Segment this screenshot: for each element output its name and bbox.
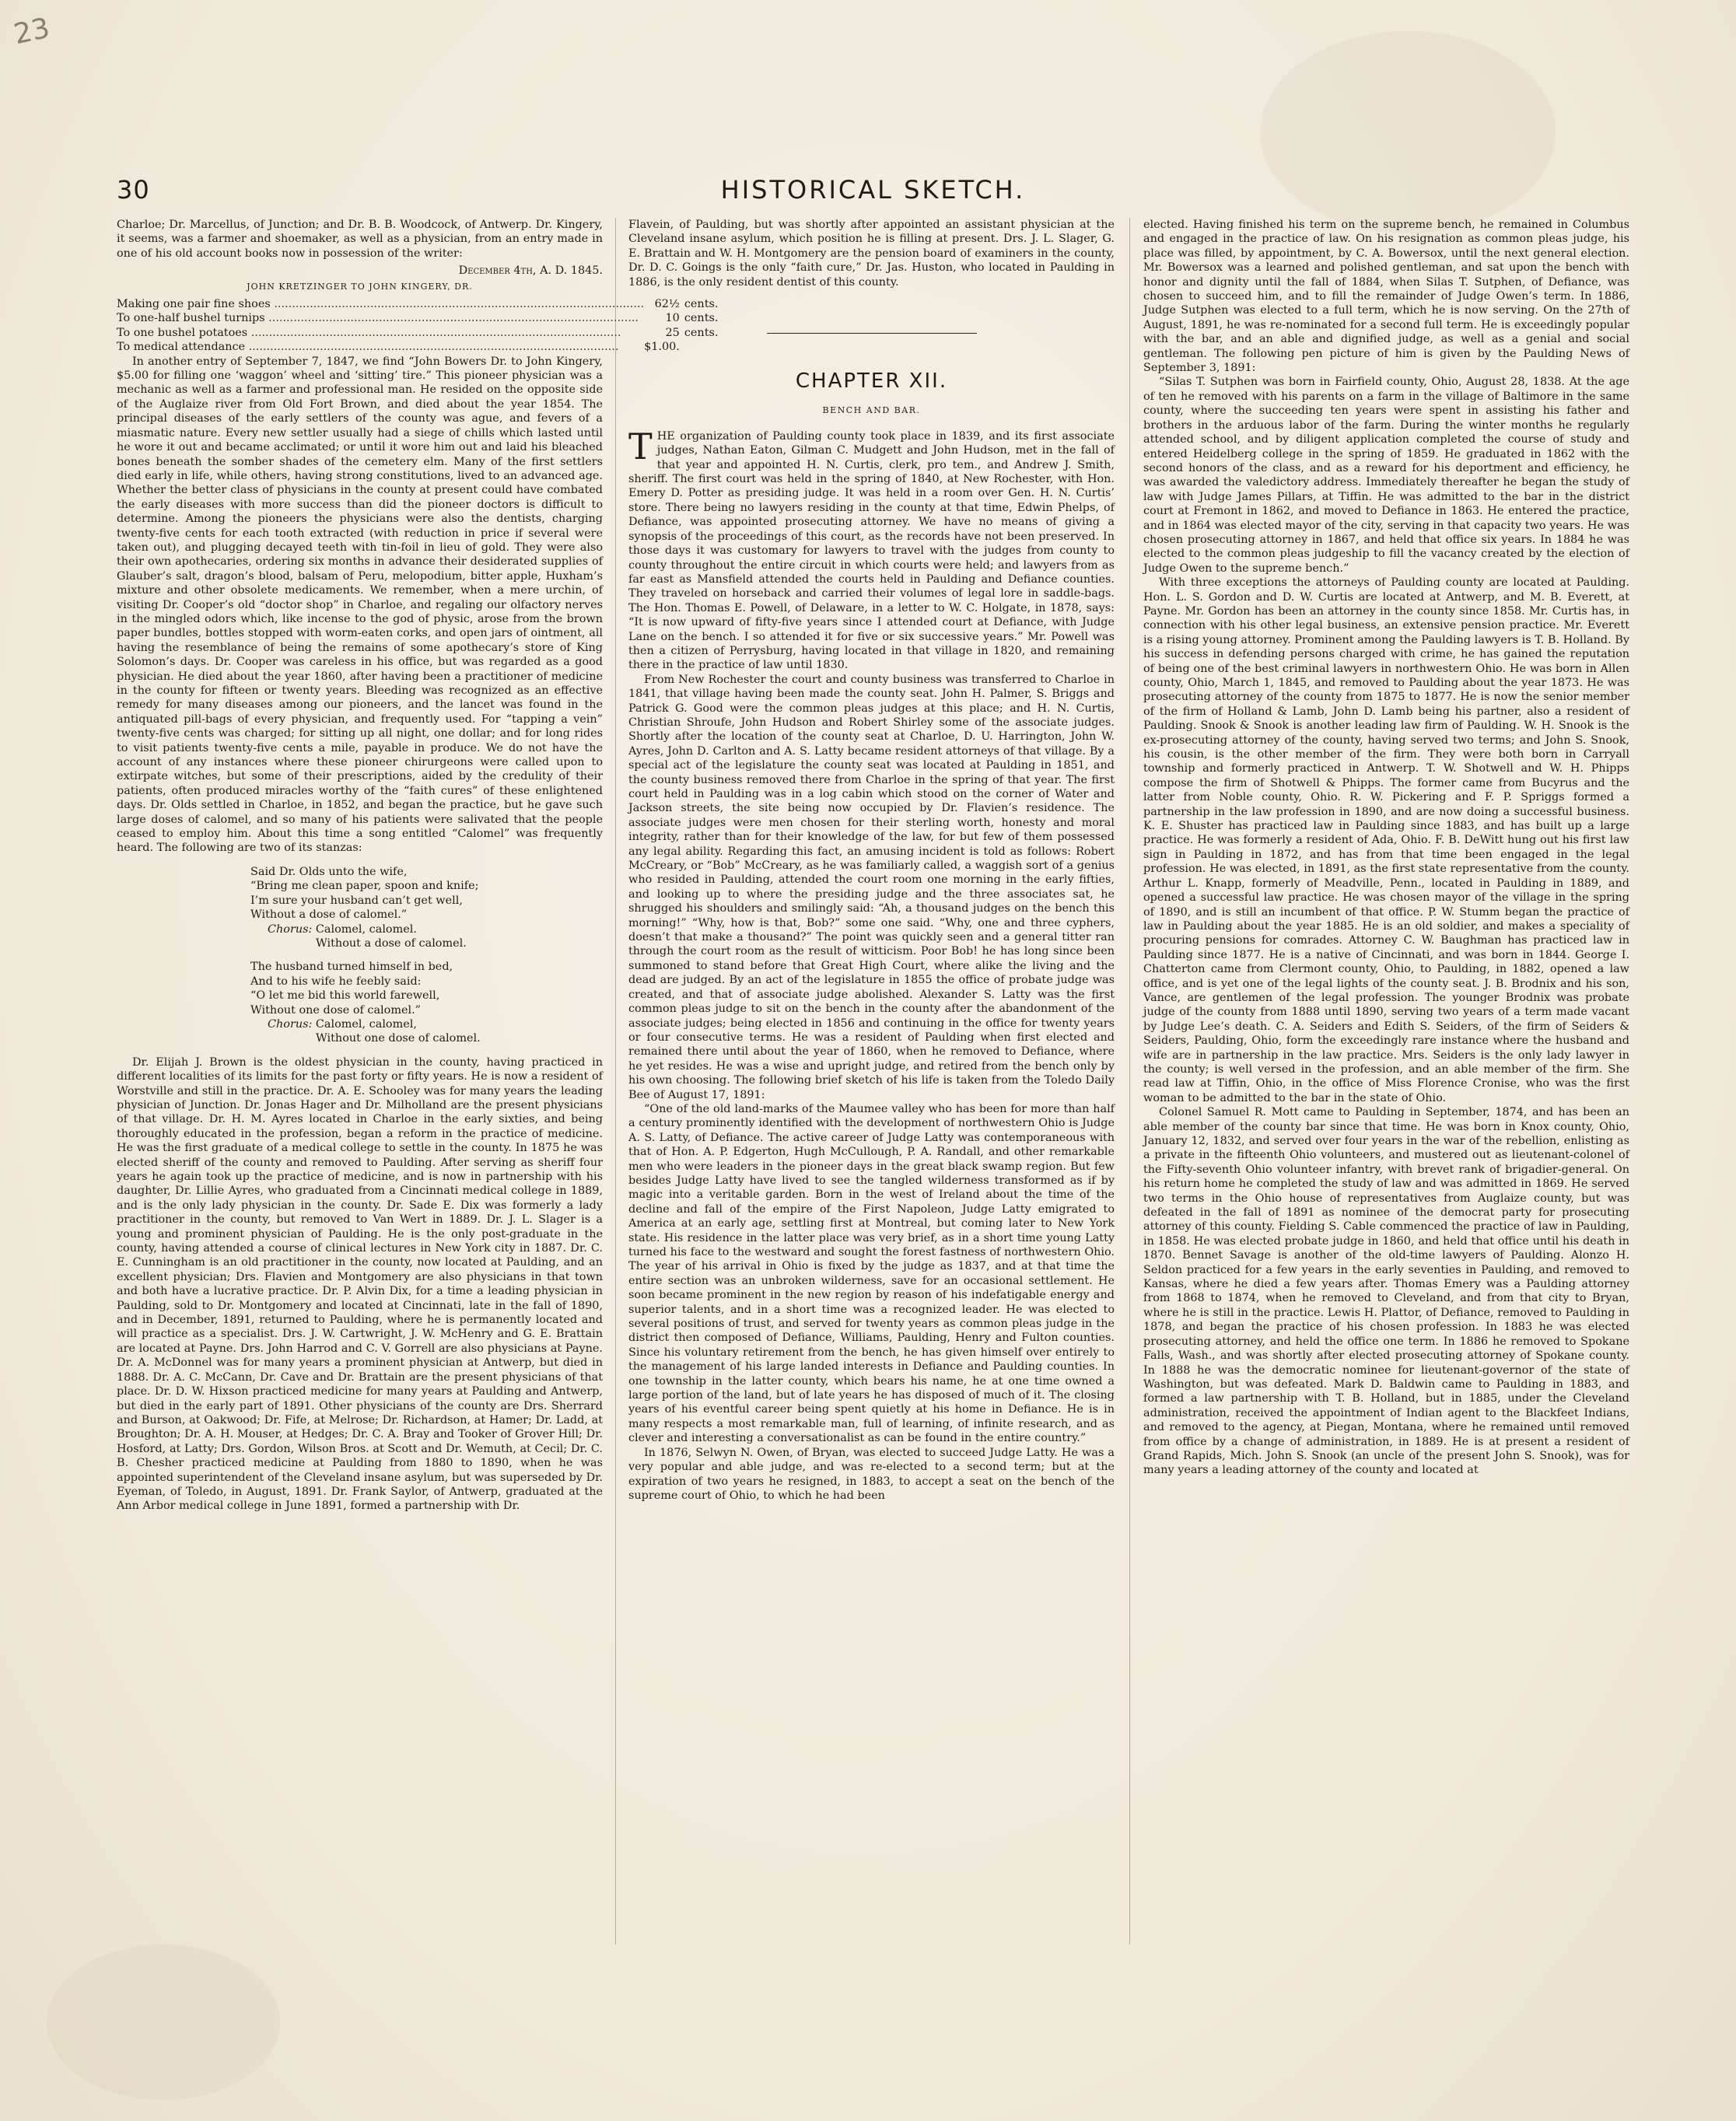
paragraph (628, 425, 1115, 673)
ledger-item: To medical attendance ..... (117, 340, 644, 354)
verse-line: And to his wife he feebly said: (250, 975, 422, 988)
ledger-heading: JOHN KRETZINGER TO JOHN KINGERY, DR. (247, 281, 473, 292)
paragraph: In 1876, Selwyn N. Owen, of Bryan, was elected to succeed Judge Latty. He was a very popular and able judge, and was re-elected to a second term; but at the expiration of two years he resigned, in 1883, to accept a seat on the bench of the supreme court of Ohio, to which he had been (628, 1446, 1115, 1502)
verse-line: Without a dose of calomel. (316, 936, 467, 950)
verse-line: “Bring me clean paper, spoon and knife; (250, 880, 479, 893)
song-stanza-1 (250, 865, 603, 1046)
paragraph-text: HE organization of Paulding county took place in 1839, and its first associate judges, Nathan Eaton, Gilman C. Mudgett and John Hudson, met in the fall of that year and appointed H. N. Curtis, clerk, pro tem., and Andrew J. Smith, sheriff. The first court was held in the spring of 1840, at New Rochester, with Hon. Emery D. Potter as presiding judge. It was held in a room over Gen. H. N. Curtis’ store. There being no lawyers residing in the county at that time, Edwin Phelps, of Defiance, was appointed prosecuting attorney. We have no means of giving a synopsis of the proceedings of this court, as the records have not been preserved. In those days it was customary for lawyers to travel with the judges from county to county throughout the entire circuit in which courts were held; and lawyers from as far east as Mansfield attended the courts held in Paulding and Defiance counties. They traveled on horseback and carried their volumes of legal lore in saddle-bags. The Hon. Thomas E. Powell, of Delaware, in a letter to W. C. Holgate, in 1878, says: “It is now upward of fifty-five years since I attended court at Defiance, with Judge Lane on the bench. I so attended it for five or six successive years.” Mr. Powell was then a citizen of Perrysburg, having located in that village in 1820, and remaining there in the practice of law until 1830. (628, 429, 1115, 672)
ledger-unit: cents. (684, 312, 719, 325)
chapter-subtitle: BENCH AND BAR. (822, 405, 921, 416)
chorus-line (250, 1017, 603, 1031)
ledger-amount: 62½ (654, 298, 680, 311)
ledger-date: December 4th, A. D. 1845. (458, 264, 603, 278)
verse-line: Said Dr. Olds unto the wife, (250, 865, 408, 878)
ledger-item: Making one pair fine shoes ..... (117, 297, 644, 311)
paragraph: Colonel Samuel R. Mott came to Paulding in September, 1874, and has been an able member of the county bar since that time. He was born in Knox county, Ohio, January 12, 1832, and served over four years in the war of the rebellion, enlisting as a private in the fifteenth Ohio volunteers, and mustered out as lieutenant-colonel of the Fifty-seventh Ohio volunteer infantry, with brevet rank of brigadier-general. On his return home he completed the study of law and was admitted in 1869. He served two terms in the Ohio house of representatives from Auglaize county, but was defeated in the fall of 1891 as nominee of the democrat party for prosecuting attorney of this county. Fielding S. Cable commenced the practice of law in Paulding, in 1858. He was elected probate judge in 1860, and held that office until his death in 1870. Bennet Savage is another of the old-time lawyers of Paulding. Alonzo H. Seldon practiced for a few years in the early seventies in Paulding, and removed to Kansas, where he died a few years after. Thomas Emery was a Paulding attorney from 1868 to 1874, when he removed to Cleveland, and from that city to Bryan, where he is still in the practice. Lewis H. Plattor, of Defiance, removed to Paulding in 1878, and began the practice of his chosen profession. In 1883 he was elected prosecuting attorney, and held the office one term. In 1886 he removed to Spokane Falls, Wash., and was shortly after elected prosecuting attorney of Spokane county. In 1888 he was the democratic nominee for lieutenant-governor of the state of Washington, but was defeated. Mark D. Baldwin came to Paulding in 1883, and formed a law partnership with T. B. Holland, but in 1885, under the Cleveland administration, received the appointment of Indian agent to the Blackfeet Indians, and removed to the agency, at Piegan, Montana, where he remained until removed from office by a change of administration, in 1889. He is at present a resident of Grand Rapids, Mich. John S. Snook (an uncle of the present John S. Snook), was for many years a leading attorney of the county and located at (1143, 1106, 1629, 1477)
column-3 (1143, 218, 1629, 1960)
page-header (117, 175, 1629, 209)
ledger-item: To one bushel potatoes ..... (117, 326, 644, 340)
verse-line: “O let me bid this world farewell, (250, 989, 440, 1003)
ledger-amount: 25 (665, 326, 680, 339)
paragraph: In another entry of September 7, 1847, we find “John Bowers Dr. to John Kingery, $5.00 for filling one ‘waggon’ wheel and ‘sitting’ tire.” This pioneer physician was a mechanic as well as a farmer and professional man. He resided on the opposite side of the Auglaize river from Old Fort Brown, and died about the year 1854. The principal diseases of the early settlers of the county was ague, and fevers of a miasmatic nature. Every new settler usually had a siege of chills which lasted until he wore it out and became acclimated; or until it wore him out and laid his bleached bones beneath the somber shades of the cemetery elm. Many of the first settlers died early in life, while others, having strong constitutions, lived to an advanced age. Whether the better class of physicians in the county at present could have combated the early diseases with more success than did the pioneer doctors is difficult to determine. Among the pioneers the physicians were also the dentists, charging twenty-five cents for each tooth extracted (with reduction in price if several were taken out), and plugging decayed teeth with tin-foil in lieu of gold. They were also their own apothecaries, ordering six months in advance their desiderated supplies of Glauber’s salt, dragon’s blood, balsam of Peru, melopodium, bitter apple, Huxham’s mixture and other obsolete medicaments. We remember, when a mere urchin, of visiting Dr. Cooper’s old “doctor shop” in Charloe, and regaling our olfactory nerves in the mingled odors which, like incense to the god of physic, arose from the brown paper bundles, bottles stopped with worm-eaten corks, and open jars of ointment, all having the resemblance of being the remains of some apothecary’s store of King Solomon’s days. Dr. Cooper was careless in his office, but was regarded as a good physician. He died about the year 1860, after having been a practitioner of medicine in the county for fifteen or twenty years. Bleeding was recognized as an effective remedy for many diseases among our pioneers, and the lancet was found in the antiquated pill-bags of every physician, and frequently used. For “tapping a vein” twenty-five cents was charged; for sitting up all night, one dollar; and for long rides to visit patients twenty-five cents a mile, payable in produce. We do not have the account of any instances where these pioneer chirurgeons were called upon to extirpate witches, but some of their prescriptions, aided by the credulity of their patients, often produced miracles worthy of the “faith cures” of these enlightened days. Dr. Olds settled in Charloe, in 1852, and began the practice, but he gave such large doses of calomel, and so many of his patients were salivated that the people ceased to employ him. About this time a song entitled “Calomel” was frequently heard. The following are two of its stanzas: (117, 355, 603, 855)
running-title: HISTORICAL SKETCH. (720, 175, 1026, 205)
chorus-label: Chorus: (268, 922, 313, 936)
section-rule (767, 333, 977, 334)
drop-cap: T (628, 425, 653, 467)
ledger-item: To one-half bushel turnips ..... (117, 311, 644, 325)
paragraph: With three exceptions the attorneys of Paulding county are located at Paulding. Hon. L. S. Gordon and D. W. Curtis are located at Antwerp, and M. B. Everett, at Payne. Mr. Gordon has been an attorney in the county since 1858. Mr. Curtis has, in connection with his other legal business, an extensive pension practice. Mr. Everett is a rising young attorney. Prominent among the Paulding lawyers is T. B. Holland. By his success in defending persons charged with crime, he has gained the reputation of being one of the best criminal lawyers in northwestern Ohio. He was born in Allen county, Ohio, March 1, 1845, and removed to Paulding about the year 1873. He was prosecuting attorney of the county from 1875 to 1877. He is now the senior member of the firm of Holland & Lamb, John D. Lamb being his partner, also a resident of Paulding. Snook & Snook is another leading law firm of Paulding. W. H. Snook is the ex-prosecuting attorney of the county, having served two terms; and John S. Snook, his cousin, is the other member of the firm. They were both born in Carryall township and formerly practiced in Antwerp. T. W. Shotwell and W. H. Phipps compose the firm of Shotwell & Phipps. The former came from Bucyrus and the latter from Noble county, Ohio. R. W. Pickering and F. P. Spriggs formed a partnership in the law profession in 1890, and are now doing a successful business. K. E. Shuster has practiced law in Paulding since 1883, and has built up a large practice. He was formerly a resident of Ada, Ohio. F. B. DeWitt hung out his first law sign in Paulding in 1872, and has from that time been engaged in the legal profession. He was elected, in 1891, as the first state representative from the county. Arthur L. Knapp, formerly of Meadville, Penn., located in Paulding in 1889, and opened a successful law practice. He was chosen mayor of the village in the spring of 1890, and is still an incumbent of that office. P. W. Stumm began the practice of law in Paulding about the year 1885. He is an old soldier, and makes a speciality of procuring pensions for comrades. Attorney C. W. Baughman has practiced law in Paulding since 1877. He is a native of Cincinnati, and was born in 1844. George I. Chatterton came from Clermont county, Ohio, to Paulding, in 1882, opened a law office, and is yet one of the legal lights of the county seat. J. B. Brodnix and his son, Vance, are gentlemen of the legal profession. The younger Brodnix was probate judge of the county from 1888 until 1890, serving two years of a term made vacant by Judge Lee’s death. C. A. Seiders and Edith S. Seiders, of the firm of Seiders & Seiders, Paulding, Ohio, form the exceedingly rare instance where the husband and wife are in partnership in the law practice. Mrs. Seiders is the only lady lawyer in the county; is well versed in the profession, and an able member of the firm. She read law at Tiffin, Ohio, in the office of Miss Florence Cronise, who was the first woman to be admitted to the bar in the state of Ohio. (1143, 576, 1629, 1104)
verse-line: Without one dose of calomel.” (250, 1003, 422, 1017)
chorus-line (250, 922, 603, 936)
chorus-text: Calomel, calomel, (315, 1017, 417, 1031)
handwritten-page-mark: 23 (11, 12, 53, 51)
paragraph: elected. Having finished his term on the supreme bench, he remained in Columbus and engaged in the practice of law. On his resignation as common pleas judge, his place was filled, by appointment, by C. A. Bowersox, until the next general election. Mr. Bowersox was a learned and polished gentleman, and sat upon the bench with honor and dignity until the fall of 1884, when Silas T. Sutphen, of Defiance, was chosen to succeed him, and to fill the remainder of Judge Owen’s term. In 1886, Judge Sutphen was elected to a full term, which he is now serving. On the 27th of August, 1891, he was re-nominated for a second full term. He is exceedingly popular with the bar, and an able and dignified judge, as well as a genial and social gentleman. The following pen picture of him is given by the Paulding News of September 3, 1891: (1143, 219, 1629, 375)
column-1 (117, 218, 719, 1960)
ledger-amount: $1.00. (644, 341, 680, 354)
paragraph: “One of the old land-marks of the Maumee valley who has been for more than half a century prominently identified with the development of northwestern Ohio is Judge A. S. Latty, of Defiance. The active career of Judge Latty was contemporaneous with that of Hon. A. P. Edgerton, Hugh McCullough, P. A. Randall, and other remarkable men who were leaders in the pioneer days in the great black swamp region. But few besides Judge Latty have lived to see the tangled wilderness transformed as if by magic into a veritable garden. Born in the west of Ireland about the time of the decline and fall of the empire of the First Napoleon, Judge Latty emigrated to America at an early age, settling first at Montreal, but coming later to New York state. His residence in the latter place was very brief, as in a short time young Latty turned his face to the westward and sought the forest fastness of northwestern Ohio. The year of his arrival in Ohio is fixed by the judge as 1837, and at that time the entire section was an unbroken wilderness, save for an occasional settlement. He soon became prominent in the new region by reason of his indefatigable energy and superior talents, and in a short time was a recognized leader. He was elected to several positions of trust, and served for twenty years as common pleas judge in the district then composed of Defiance, Williams, Paulding, Henry and Fulton counties. Since his voluntary retirement from the bench, he has given himself over entirely to the management of his large landed interests in Defiance and Paulding counties. In one township in the latter county, which bears his name, he at one time owned a large portion of the land, but of late years he has disposed of much of it. The closing years of his eventful career being spent quietly at his home in Defiance. He is in many respects a most remarkable man, full of learning, of infinite research, and as clever and interesting a conversationalist as can be found in the entire country.” (628, 1102, 1115, 1445)
paragraph: Charloe; Dr. Marcellus, of Junction; and Dr. B. B. Woodcock, of Antwerp. Dr. Kingery, it seems, was a farmer and shoemaker, as well as a physician, from an entry made in one of his old account books now in possession of the writer: (117, 219, 603, 260)
column-2 (628, 218, 1115, 1960)
column-divider (615, 218, 616, 1944)
ledger-unit: cents. (684, 298, 719, 311)
verse-line: The husband turned himself in bed, (250, 961, 453, 974)
paragraph: Flavein, of Paulding, but was shortly after appointed an assistant physician at the Cleveland insane asylum, which position he is filling at present. Drs. J. L. Slager, G. E. Brattain and W. H. Montgomery are the pension board of examiners in the county, Dr. D. C. Goings is the only “faith cure,” Dr. Jas. Huston, who located in Paulding in 1886, is the only resident dentist of this county. (628, 219, 1115, 289)
chorus-text: Calomel, calomel. (315, 922, 417, 936)
verse-line: I’m sure your husband can’t get well, (250, 894, 463, 907)
paper-stain (47, 1944, 280, 2100)
paragraph: Dr. Elijah J. Brown is the oldest physician in the county, having practiced in different localities of its limits for the past forty or fifty years. He is now a resident of Worstville and still in the practice. Dr. A. E. Schooley was for many years the leading physician of Junction. Dr. Jonas Hager and Dr. Milholland are the present physicians of that village. Dr. H. M. Ayres located in Charloe in the early sixties, and being thoroughly educated in the profession, began a reform in the practice of medicine. He was the first graduate of a medical college to settle in the county. In 1875 he was elected sheriff of the county and removed to Paulding. After serving as sheriff four years he again took up the practice of medicine, and is now in partnership with his daughter, Dr. Lillie Ayres, who graduated from a Cincinnati medical college in 1889, and is the only lady physician in the county. Dr. Sade E. Dix was formerly a lady practitioner in the county, but removed to Van Wert in 1889. Dr. J. L. Slager is a young and prominent physician of Paulding. He is the only post-graduate in the county, having attended a course of clinical lectures in New York city in 1887. Dr. C. E. Cunningham is an old practitioner in the county, now located at Paulding, and an excellent physician; Drs. Flavien and Montgomery are also physicians in that town and both have a lucrative practice. Dr. P. Alvin Dix, for a time a leading physician in Paulding, sold to Dr. Montgomery and located at Cincinnati, late in the fall of 1890, and in December, 1891, returned to Paulding, where he is permanently located and will practice as a specialist. Drs. J. W. Cartwright, J. W. McHenry and G. E. Brattain are located at Payne. Drs. John Harrod and C. V. Gorrell are also physicians at Payne. Dr. A. McDonnel was for many years a prominent physician at Antwerp, but died in 1888. Dr. A. C. McCann, Dr. Cave and Dr. Brattain are the present physicians of that place. Dr. D. W. Hixson practiced medicine for many years at Paulding and Antwerp, but died in the early part of 1891. Other physicians of the county are Drs. Sherrard and Burson, at Oakwood; Dr. Fife, at Melrose; Dr. Richardson, at Hamer; Dr. Ladd, at Broughton; Dr. A. H. Mouser, at Hedges; Dr. C. A. Bray and Tooker of Grover Hill; Dr. Hosford, at Latty; Drs. Gordon, Wilson Bros. at Scott and Dr. Wemuth, at Cecil; Dr. C. B. Chesher practiced medicine at Paulding from 1880 to 1890, when he was appointed superintendent of the Cleveland insane asylum, but was superseded by Dr. Eyeman, of Toledo, in August, 1891. Dr. Frank Saylor, of Antwerp, graduated at the Ann Arbor medical college in June 1891, formed a partnership with Dr. (117, 1055, 603, 1513)
paragraph: From New Rochester the court and county business was transferred to Charloe in 1841, that village having been made the county seat. John H. Palmer, S. Briggs and Patrick G. Good were the common pleas judges at this place; and H. N. Curtis, Christian Shroufe, John Hudson and Robert Shirley some of the associate judges. Shortly after the location of the county seat at Charloe, D. U. Harrington, John W. Ayres, John D. Carlton and A. S. Latty became resident attorneys of that village. By a special act of the legislature the county seat was located at Paulding in 1851, and the county business removed there from Charloe in the spring of that year. The first court held in Paulding was in a log cabin which stood on the corner of Water and Jackson streets, the site being now occupied by Dr. Flavien’s residence. The associate judges were men chosen for their sterling worth, honesty and moral integrity, rather than for their knowledge of the law, for but few of them possessed any legal ability. Regarding this fact, an amusing incident is told as follows: Robert McCreary, or “Bob” McCreary, as he was familiarly called, a waggish sort of a genius who resided in Paulding, attended the court room one morning in the early fifties, and looking up to where the presiding judge and the three associates sat, he shrugged his shoulders and smilingly said: “Ah, a thousand judges on the bench this morning!” “Why, how is that, Bob?” some one said. “Why, one and three cyphers, doesn’t that make a thousand?” The point was quickly seen and a general titter ran through the court room as the result of witticism. Poor Bob! he has long since been summoned to stand before that Great High Court, where alike the living and the dead are judged. By an act of the legislature in 1855 the office of probate judge was created, and that of associate judge abolished. Alexander S. Latty was the first common pleas judge to sit on the bench in the county after the abandonment of the associate judges; being elected in 1856 and continuing in the office for twenty years or four consecutive terms. He was a resident of Paulding when first elected and remained there until about the year of 1860, when he removed to Defiance, where he yet resides. He was a wise and upright judge, and retired from the bench only by his own choosing. The following brief sketch of his life is taken from the Toledo Daily Bee of August 17, 1891: (628, 673, 1115, 1101)
ledger-amount: 10 (665, 312, 680, 325)
chapter-title: CHAPTER XII. (795, 369, 948, 394)
page-number: 30 (117, 175, 150, 205)
verse-line: Without one dose of calomel. (316, 1032, 481, 1045)
paragraph: “Silas T. Sutphen was born in Fairfield county, Ohio, August 28, 1838. At the age of ten he removed with his parents on a farm in the village of Baltimore in the same county, where the succeeding ten years were spent in assisting his father and brothers in the arduous labor of the farm. During the winter months he regularly attended school, and by diligent application completed the course of study and entered Heidelberg college in the spring of 1859. He graduated in 1862 with the second honors of the class, and as a reward for his deportment and efficiency, he was awarded the valedictory address. Immediately thereafter he began the study of law with Judge James Pillars, at Tiffin. He was admitted to the bar in the district court at Fremont in 1862, and moved to Defiance in 1863. He entered the practice, and in 1864 was elected mayor of the city, serving in that capacity two years. He was chosen prosecuting attorney in 1867, and held that office six years. In 1884 he was elected to the common pleas judgeship to fill the vacancy created by the election of Judge Owen to the supreme bench.” (1143, 376, 1629, 575)
ledger-unit: cents. (684, 326, 719, 339)
verse-line: Without a dose of calomel.” (250, 908, 408, 922)
chorus-label: Chorus: (268, 1017, 313, 1031)
column-divider (1129, 218, 1130, 1944)
